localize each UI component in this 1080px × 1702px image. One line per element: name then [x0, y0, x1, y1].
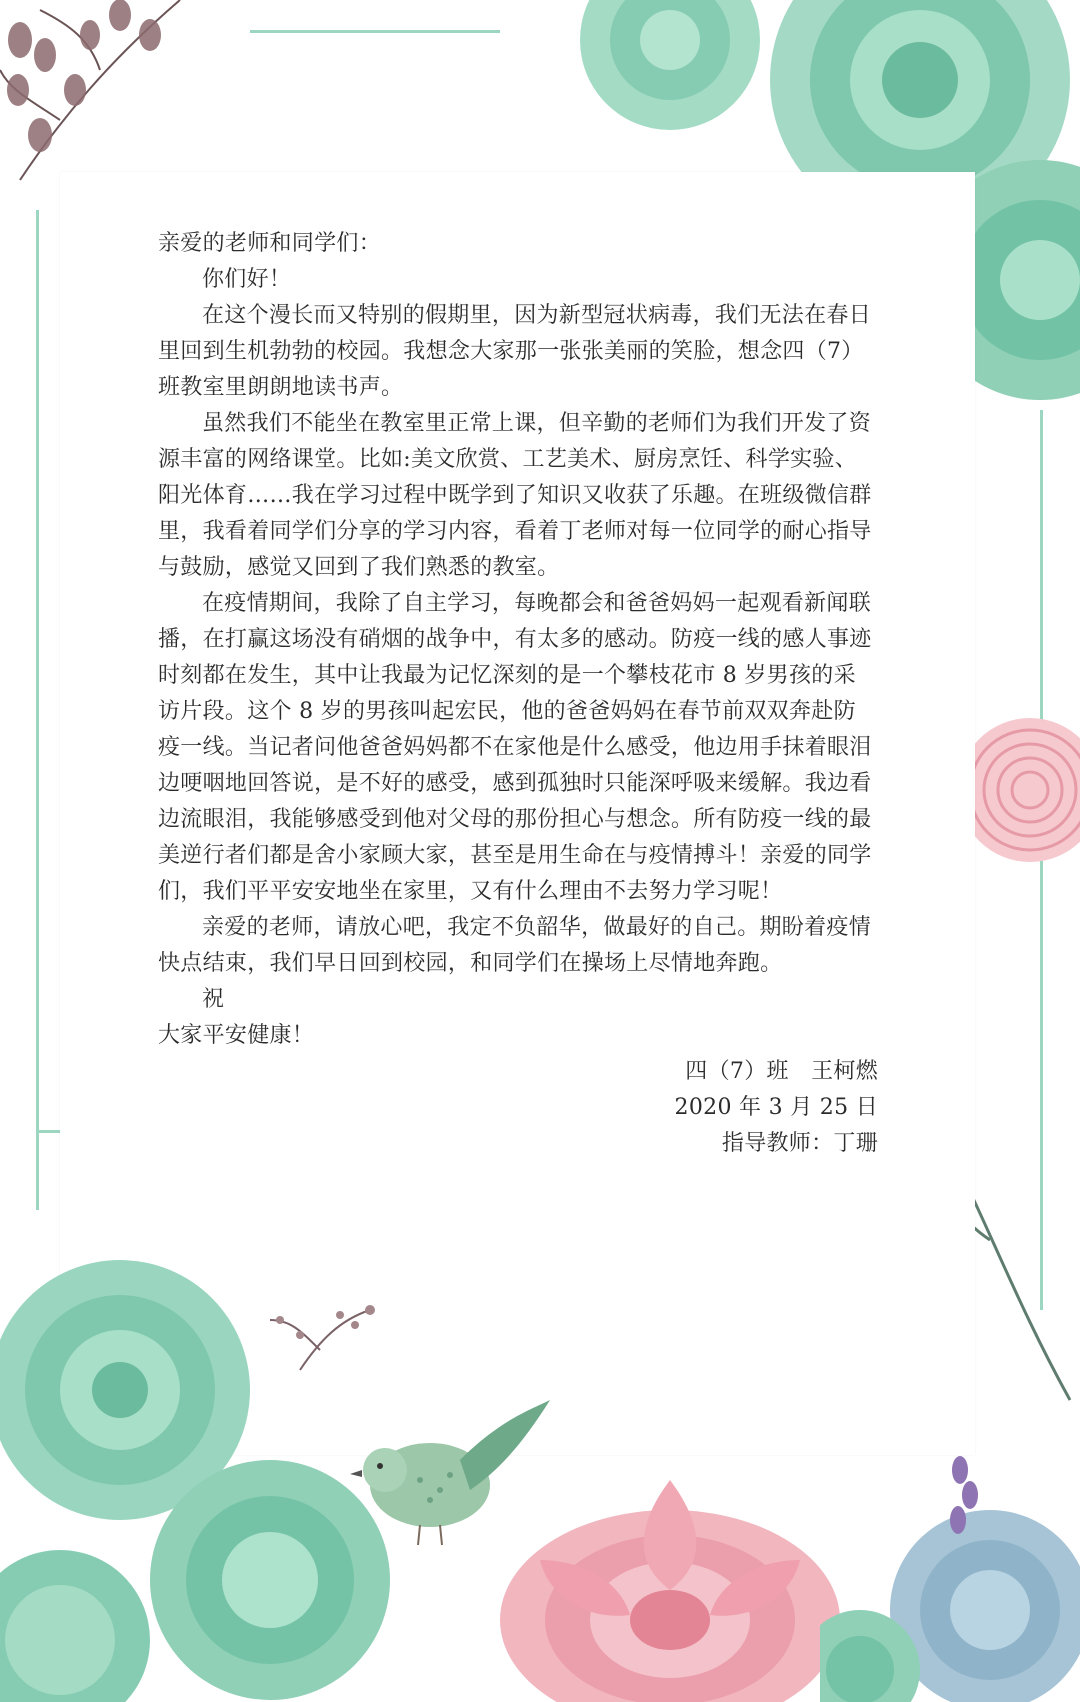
letter-greeting: 你们好！: [202, 267, 292, 292]
letter-paragraph-2: 虽然我们不能坐在教室里正常上课，但辛勤的老师们为我们开发了资源丰富的网络课堂。比如:美文欣赏、工艺美术、厨房烹饪、科学实验、阳光体育……我在学习过程中既学到了知识又收获了乐趣。在班级微信群里，我看着同学们分享的学习内容，看着丁老师对每一位同学的耐心指导与鼓励，感觉又回到了我们熟悉的教室。: [158, 411, 872, 580]
succulent-bottom-right: [820, 1440, 1080, 1702]
twig-top-left: [0, 0, 240, 200]
letter-salutation: 亲爱的老师和同学们：: [158, 231, 382, 256]
letter-teacher: 指导教师：丁珊: [721, 1131, 878, 1156]
frame-line-top: [250, 30, 500, 33]
letter-signature-class: 四（7）班 王柯燃: [685, 1059, 878, 1084]
letter-paragraph-3: 在疫情期间，我除了自主学习，每晚都会和爸爸妈妈一起观看新闻联播，在打赢这场没有硝烟的战争中，有太多的感动。防疫一线的感人事迹时刻都在发生，其中让我最为记忆深刻的是一个攀枝花市 8 岁男孩的采访片段。这个 8 岁的男孩叫起宏民，他的爸爸妈妈在春节前双双奔赴防疫一线。当记者问他爸爸妈妈都不在家他是什么感受，他边用手抹着眼泪边哽咽地回答说，是不好的感受，感到孤独时只能深呼吸来缓解。我边看边流眼泪，我能够感受到他对父母的那份担心与想念。所有防疫一线的最美逆行者们都是舍小家顾大家，甚至是用生命在与疫情搏斗！亲爱的同学们，我们平平安安地坐在家里，又有什么理由不去努力学习呢！: [158, 591, 872, 904]
letter-date: 2020 年 3 月 25 日: [674, 1095, 878, 1120]
letter-wish-line-1: 祝: [202, 987, 225, 1012]
letter-wish-line-2: 大家平安健康！: [158, 1023, 315, 1048]
pink-flower-bottom: [480, 1420, 860, 1702]
letter-paragraph-1: 在这个漫长而又特别的假期里，因为新型冠状病毒，我们无法在春日里回到生机勃勃的校园。我想念大家那一张张美丽的笑脸，想念四（7）班教室里朗朗地读书声。: [158, 303, 872, 400]
frame-line-left: [36, 210, 39, 1210]
letter-body: [158, 226, 878, 1162]
letter-paragraph-4: 亲爱的老师，请放心吧，我定不负韶华，做最好的自己。期盼着疫情快点结束，我们早日回到校园，和同学们在操场上尽情地奔跑。: [158, 915, 872, 976]
